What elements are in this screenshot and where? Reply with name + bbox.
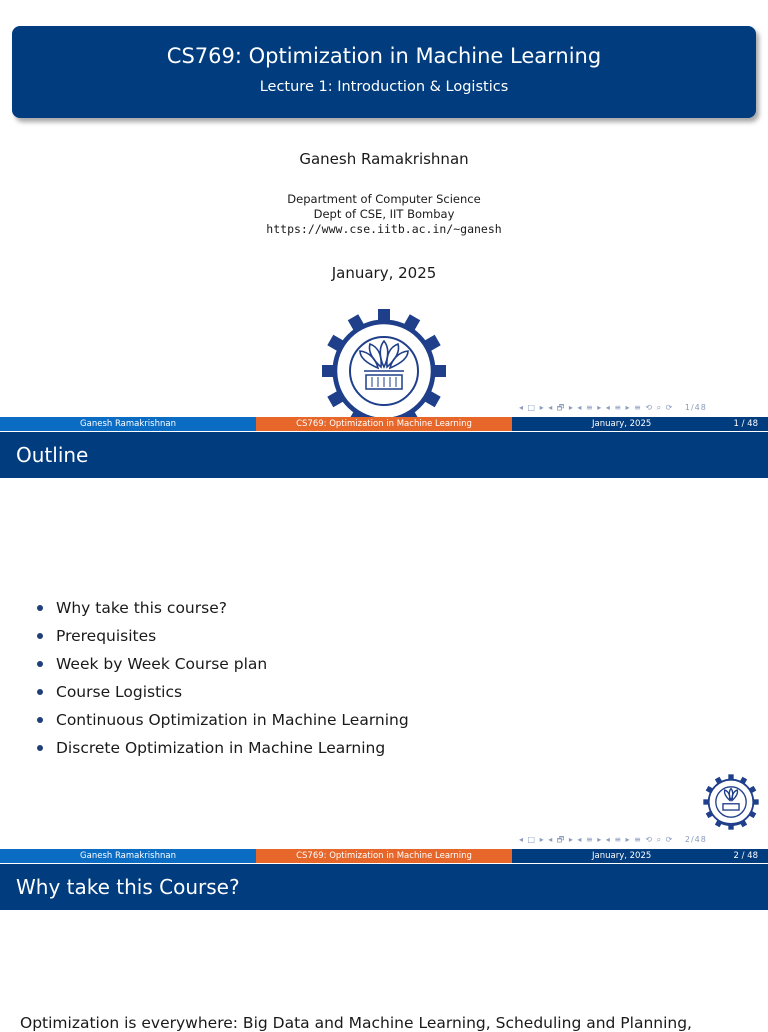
beamer-navigation-2[interactable] xyxy=(519,834,707,848)
homepage-url[interactable]: https://www.cse.iitb.ac.in/~ganesh xyxy=(266,222,502,236)
footer-bar-1 xyxy=(0,417,768,431)
presentation-subtitle: Lecture 1: Introduction & Logistics xyxy=(259,79,509,95)
footer-date: January, 2025 xyxy=(592,851,652,861)
footer-author: Ganesh Ramakrishnan xyxy=(0,849,256,863)
footer-course: CS769: Optimization in Machine Learning xyxy=(256,849,512,863)
nav-page-indicator: 2/48 xyxy=(684,835,707,844)
list-item: Prerequisites xyxy=(36,626,409,654)
footer-author: Ganesh Ramakrishnan xyxy=(0,417,256,431)
list-item: Continuous Optimization in Machine Learning xyxy=(36,710,409,738)
footer-page: 1 / 48 xyxy=(733,419,758,429)
presentation-title: CS769: Optimization in Machine Learning xyxy=(166,44,602,68)
bullet-icon xyxy=(37,689,43,695)
list-item: Week by Week Course plan xyxy=(36,654,409,682)
bullet-icon xyxy=(37,661,43,667)
footer-page: 2 / 48 xyxy=(733,851,758,861)
department-line-1: Department of Computer Science xyxy=(287,192,481,206)
footer-bar-2 xyxy=(0,849,768,863)
navigation-symbols[interactable]: ◂ □ ▸ ◂ 🗗 ▸ ◂ ≡ ▸ ◂ ≡ ▸ ≡ ⟲ ⌕ ⟳ xyxy=(519,403,674,412)
bullet-icon xyxy=(37,717,43,723)
slide-title-why: Why take this Course? xyxy=(0,864,768,910)
navigation-symbols[interactable]: ◂ □ ▸ ◂ 🗗 ▸ ◂ ≡ ▸ ◂ ≡ ▸ ≡ ⟲ ⌕ ⟳ xyxy=(519,835,674,844)
footer-date: January, 2025 xyxy=(592,419,652,429)
footer-date-page xyxy=(512,849,768,863)
presentation-date: January, 2025 xyxy=(331,264,437,282)
iitb-logo xyxy=(319,306,449,420)
list-item: Course Logistics xyxy=(36,682,409,710)
footer-date-page xyxy=(512,417,768,431)
list-item: Discrete Optimization in Machine Learning xyxy=(36,738,409,766)
title-box xyxy=(12,26,756,118)
department-line-2: Dept of CSE, IIT Bombay xyxy=(313,207,455,221)
iitb-logo-small xyxy=(702,773,760,831)
outline-list xyxy=(36,598,409,766)
beamer-navigation-1[interactable] xyxy=(519,402,707,416)
bullet-icon xyxy=(37,605,43,611)
nav-page-indicator: 1/48 xyxy=(684,403,707,412)
list-item: Why take this course? xyxy=(36,598,409,626)
bullet-icon xyxy=(37,745,43,751)
footer-course: CS769: Optimization in Machine Learning xyxy=(256,417,512,431)
slide-title-outline: Outline xyxy=(0,432,768,478)
slide3-body-text: Optimization is everywhere: Big Data and Machine Learning, Scheduling and Planning, xyxy=(20,1014,692,1032)
author-name: Ganesh Ramakrishnan xyxy=(299,150,469,168)
bullet-icon xyxy=(37,633,43,639)
